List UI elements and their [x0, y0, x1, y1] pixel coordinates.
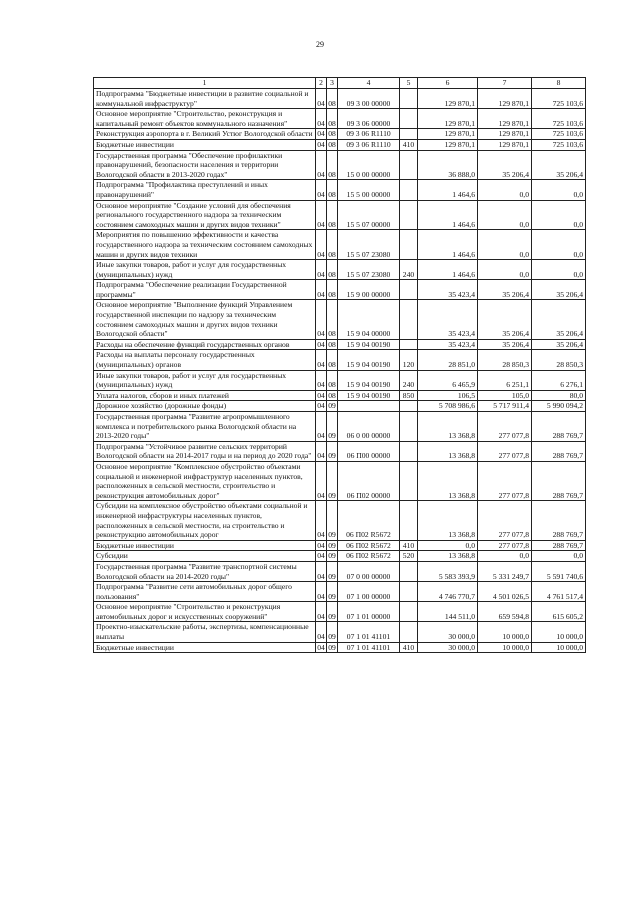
target-article-cell: 07 1 01 41101: [338, 642, 400, 653]
section-code-cell: 04: [316, 150, 327, 180]
subsection-code-cell: 09: [327, 441, 338, 461]
target-article-cell: 06 0 00 00000: [338, 412, 400, 442]
amount-col8-cell: 288 769,7: [532, 540, 586, 551]
row-name-cell: Подпрограмма "Бюджетные инвестиции в развитие социальной и коммунальной инфраструктур": [94, 89, 316, 109]
row-name-cell: Основное мероприятие "Выполнение функций Управлением государственной инспекции по надзору за техническим состоянием самоходных машин и других видов техники Вологодской области": [94, 300, 316, 339]
table-row: [94, 180, 586, 200]
budget-table: [93, 77, 586, 653]
amount-col7-cell: 277 077,8: [478, 441, 532, 461]
subsection-code-cell: 09: [328, 540, 336, 550]
amount-col8-cell: 0,0: [532, 180, 586, 200]
section-code-cell: 04: [317, 540, 325, 550]
row-name-cell: Государственная программа "Развитие транспортной системы Вологодской области на 2014-2020 годы": [94, 561, 316, 581]
amount-col6-cell: 106,5: [418, 390, 478, 401]
target-article-cell: 06 П00 00000: [338, 441, 400, 461]
amount-col7-cell: 6 251,1: [478, 370, 532, 390]
amount-col8-cell: 725 103,6: [532, 129, 586, 140]
expense-type-cell: 410: [400, 540, 418, 551]
amount-col6-cell: 4 746 770,7: [418, 582, 478, 602]
expense-type-cell: [400, 230, 418, 260]
amount-col6-cell: 30 000,0: [418, 642, 478, 653]
amount-col7-cell: 277 077,8: [478, 412, 532, 442]
amount-col8-cell: 288 769,7: [532, 412, 586, 442]
expense-type-cell: [400, 441, 418, 461]
row-name-cell: Дорожное хозяйство (дорожные фонды): [94, 401, 316, 412]
subsection-code-cell: 08: [327, 350, 338, 370]
table-row: [94, 412, 586, 442]
amount-col6-cell: 129 870,1: [418, 89, 478, 109]
row-name-cell: Субсидии на комплексное обустройство объектами социальной и инженерной инфраструктуры населенных пунктов, расположенных в сельской местности, на строительство и реконструкцию автомобильных дорог: [94, 501, 316, 540]
header-cell: 6: [418, 78, 478, 89]
section-code-cell: 04: [317, 390, 325, 400]
expense-type-cell: 240: [400, 370, 418, 390]
amount-col8-cell: 0,0: [532, 260, 586, 280]
target-article-cell: 06 П02 R5672: [338, 540, 400, 551]
amount-col8-cell: 615 605,2: [532, 602, 586, 622]
expense-type-cell: 410: [400, 642, 418, 653]
amount-col6-cell: 1 464,6: [418, 200, 478, 230]
row-name-cell: Основное мероприятие "Комплексное обустройство объектами социальной и инженерной инфраструктур населенных пунктов, расположенных в сельской местности, строительство и реконструкция автомобильных дорог": [94, 461, 316, 500]
expense-type-cell: [400, 501, 418, 540]
amount-col6-cell: 129 870,1: [418, 109, 478, 129]
section-code-cell: 04: [317, 339, 325, 349]
subsection-code-cell: 09: [327, 582, 338, 602]
amount-col8-cell: 35 206,4: [532, 339, 586, 350]
table-row: [94, 461, 586, 500]
table-row: [94, 561, 586, 581]
header-cell: 3: [327, 78, 338, 89]
amount-col6-cell: 35 423,4: [418, 339, 478, 350]
section-code-cell: 04: [316, 280, 327, 300]
amount-col6-cell: 13 368,8: [418, 441, 478, 461]
row-name-cell: Бюджетные инвестиции: [94, 139, 316, 150]
expense-type-cell: [400, 461, 418, 500]
target-article-cell: [338, 401, 400, 412]
amount-col8-cell: 725 103,6: [532, 109, 586, 129]
header-cell: 7: [478, 78, 532, 89]
section-code-cell: 04: [317, 401, 325, 411]
subsection-code-cell: 08: [327, 89, 338, 109]
target-article-cell: 07 1 01 41101: [338, 622, 400, 642]
section-code-cell: 04: [316, 300, 327, 339]
target-article-cell: 09 3 00 00000: [338, 89, 400, 109]
amount-col6-cell: 1 464,6: [418, 180, 478, 200]
expense-type-cell: [400, 280, 418, 300]
section-code-cell: 04: [317, 139, 325, 149]
table-row: [94, 230, 586, 260]
amount-col7-cell: 277 077,8: [478, 461, 532, 500]
target-article-cell: 07 1 01 00000: [338, 602, 400, 622]
amount-col7-cell: 129 870,1: [478, 89, 532, 109]
amount-col7-cell: 10 000,0: [478, 642, 532, 653]
subsection-code-cell: 08: [327, 280, 338, 300]
section-code-cell: 04: [316, 89, 327, 109]
row-name-cell: Подпрограмма "Развитие сети автомобильных дорог общего пользования": [94, 582, 316, 602]
amount-col6-cell: 30 000,0: [418, 622, 478, 642]
expense-type-cell: 520: [400, 551, 418, 562]
row-name-cell: Основное мероприятие "Создание условий для обеспечения регионального государственного надзора за техническим состоянием самоходных машин и других видов техники": [94, 200, 316, 230]
table-row: [94, 390, 586, 401]
header-cell: 5: [400, 78, 418, 89]
row-name-cell: Бюджетные инвестиции: [94, 642, 316, 653]
amount-col6-cell: 144 511,0: [418, 602, 478, 622]
section-code-cell: 04: [316, 412, 327, 442]
section-code-cell: 04: [316, 501, 327, 540]
section-code-cell: 04: [317, 129, 325, 139]
expense-type-cell: [400, 412, 418, 442]
subsection-code-cell: 08: [327, 300, 338, 339]
expense-type-cell: 850: [400, 390, 418, 401]
section-code-cell: 04: [316, 180, 327, 200]
amount-col7-cell: 129 870,1: [478, 129, 532, 140]
target-article-cell: 06 П02 R5672: [338, 501, 400, 540]
amount-col6-cell: 1 464,6: [418, 260, 478, 280]
subsection-code-cell: 09: [327, 622, 338, 642]
table-row: [94, 622, 586, 642]
row-name-cell: Проектно-изыскательские работы, экспертизы, компенсационные выплаты: [94, 622, 316, 642]
amount-col7-cell: 0,0: [478, 200, 532, 230]
table-row: [94, 339, 586, 350]
subsection-code-cell: 09: [327, 561, 338, 581]
expense-type-cell: [400, 109, 418, 129]
expense-type-cell: [400, 300, 418, 339]
amount-col8-cell: 5 591 740,6: [532, 561, 586, 581]
table-row: [94, 129, 586, 140]
subsection-code-cell: 08: [327, 200, 338, 230]
table-body: [94, 78, 586, 653]
amount-col7-cell: 28 850,3: [478, 350, 532, 370]
amount-col8-cell: 35 206,4: [532, 280, 586, 300]
header-cell: 2: [316, 78, 327, 89]
table-row: [94, 139, 586, 150]
amount-col7-cell: 277 077,8: [478, 501, 532, 540]
page-number: 29: [316, 40, 324, 49]
row-name-cell: Основное мероприятие "Строительство и реконструкция автомобильных дорог и искусственных сооружений": [94, 602, 316, 622]
section-code-cell: 04: [316, 200, 327, 230]
row-name-cell: Основное мероприятие "Строительство, реконструкция и капитальный ремонт объектов коммунального назначения": [94, 109, 316, 129]
target-article-cell: 15 5 07 23080: [338, 230, 400, 260]
table-row: [94, 300, 586, 339]
target-article-cell: 15 9 00 00000: [338, 280, 400, 300]
section-code-cell: 04: [317, 642, 325, 652]
row-name-cell: Реконструкция аэропорта в г. Великий Устюг Вологодской области: [94, 129, 316, 140]
subsection-code-cell: 08: [327, 109, 338, 129]
amount-col7-cell: 5 331 249,7: [478, 561, 532, 581]
subsection-code-cell: 08: [327, 230, 338, 260]
table-row: [94, 441, 586, 461]
amount-col8-cell: 288 769,7: [532, 441, 586, 461]
table-row: [94, 642, 586, 653]
subsection-code-cell: 08: [328, 339, 336, 349]
table-row: [94, 501, 586, 540]
amount-col6-cell: 129 870,1: [418, 139, 478, 150]
amount-col8-cell: 80,0: [532, 390, 586, 401]
subsection-code-cell: 09: [328, 551, 336, 561]
section-code-cell: 04: [316, 230, 327, 260]
table-row: [94, 280, 586, 300]
amount-col8-cell: 35 206,4: [532, 300, 586, 339]
table-row: [94, 109, 586, 129]
amount-col7-cell: 4 501 026,5: [478, 582, 532, 602]
amount-col7-cell: 0,0: [478, 260, 532, 280]
section-code-cell: 04: [316, 602, 327, 622]
expense-type-cell: [400, 622, 418, 642]
expense-type-cell: [400, 180, 418, 200]
target-article-cell: 09 3 06 R1110: [338, 129, 400, 140]
target-article-cell: 15 9 04 00190: [338, 350, 400, 370]
expense-type-cell: 120: [400, 350, 418, 370]
amount-col7-cell: 35 206,4: [478, 280, 532, 300]
section-code-cell: 04: [316, 622, 327, 642]
row-name-cell: Уплата налогов, сборов и иных платежей: [94, 390, 316, 401]
amount-col7-cell: 0,0: [478, 230, 532, 260]
amount-col6-cell: 35 423,4: [418, 280, 478, 300]
expense-type-cell: [400, 150, 418, 180]
target-article-cell: 09 3 06 00000: [338, 109, 400, 129]
expense-type-cell: [400, 582, 418, 602]
table-row: [94, 350, 586, 370]
target-article-cell: 15 9 04 00190: [338, 370, 400, 390]
amount-col6-cell: 5 583 393,9: [418, 561, 478, 581]
section-code-cell: 04: [316, 109, 327, 129]
amount-col6-cell: 35 423,4: [418, 300, 478, 339]
amount-col8-cell: 10 000,0: [532, 642, 586, 653]
amount-col8-cell: 28 850,3: [532, 350, 586, 370]
row-name-cell: Подпрограмма "Профилактика преступлений и иных правонарушений": [94, 180, 316, 200]
amount-col8-cell: 288 769,7: [532, 461, 586, 500]
amount-col8-cell: 288 769,7: [532, 501, 586, 540]
amount-col8-cell: 0,0: [532, 230, 586, 260]
amount-col8-cell: 5 990 094,2: [532, 401, 586, 412]
target-article-cell: 07 0 00 00000: [338, 561, 400, 581]
row-name-cell: Мероприятия по повышению эффективности и качества государственного надзора за техническим состоянием самоходных машин и других видов техники: [94, 230, 316, 260]
section-code-cell: 04: [317, 551, 325, 561]
subsection-code-cell: 08: [327, 260, 338, 280]
header-cell: 4: [338, 78, 400, 89]
amount-col6-cell: 36 888,0: [418, 150, 478, 180]
target-article-cell: 15 5 07 00000: [338, 200, 400, 230]
expense-type-cell: [400, 129, 418, 140]
table-row: [94, 582, 586, 602]
header-cell: 1: [94, 78, 316, 89]
table-row: [94, 602, 586, 622]
row-name-cell: Расходы на выплаты персоналу государственных (муниципальных) органов: [94, 350, 316, 370]
amount-col7-cell: 0,0: [478, 551, 532, 562]
row-name-cell: Подпрограмма "Устойчивое развитие сельских территорий Вологодской области на 2014-2017 годы и на период до 2020 года": [94, 441, 316, 461]
amount-col7-cell: 0,0: [478, 180, 532, 200]
target-article-cell: 09 3 06 R1110: [338, 139, 400, 150]
row-name-cell: Подпрограмма "Обеспечение реализации Государственной программы": [94, 280, 316, 300]
subsection-code-cell: 09: [328, 401, 336, 411]
header-row: [94, 78, 586, 89]
target-article-cell: 15 0 00 00000: [338, 150, 400, 180]
target-article-cell: 15 5 07 23080: [338, 260, 400, 280]
subsection-code-cell: 09: [328, 642, 336, 652]
section-code-cell: 04: [316, 260, 327, 280]
amount-col7-cell: 659 594,8: [478, 602, 532, 622]
amount-col8-cell: 35 206,4: [532, 150, 586, 180]
amount-col8-cell: 6 276,1: [532, 370, 586, 390]
amount-col6-cell: 129 870,1: [418, 129, 478, 140]
amount-col6-cell: 28 851,0: [418, 350, 478, 370]
row-name-cell: Иные закупки товаров, работ и услуг для государственных (муниципальных) нужд: [94, 370, 316, 390]
table-row: [94, 401, 586, 412]
amount-col8-cell: 0,0: [532, 200, 586, 230]
expense-type-cell: [400, 561, 418, 581]
table-row: [94, 551, 586, 562]
row-name-cell: Бюджетные инвестиции: [94, 540, 316, 551]
amount-col7-cell: 105,0: [478, 390, 532, 401]
amount-col6-cell: 6 465,9: [418, 370, 478, 390]
subsection-code-cell: 08: [327, 180, 338, 200]
target-article-cell: 15 9 04 00000: [338, 300, 400, 339]
expense-type-cell: 410: [400, 139, 418, 150]
subsection-code-cell: 08: [328, 390, 336, 400]
amount-col7-cell: 35 206,4: [478, 150, 532, 180]
amount-col8-cell: 10 000,0: [532, 622, 586, 642]
amount-col7-cell: 129 870,1: [478, 139, 532, 150]
amount-col8-cell: 725 103,6: [532, 89, 586, 109]
target-article-cell: 06 П02 R5672: [338, 551, 400, 562]
amount-col8-cell: 725 103,6: [532, 139, 586, 150]
row-name-cell: Иные закупки товаров, работ и услуг для государственных (муниципальных) нужд: [94, 260, 316, 280]
amount-col7-cell: 10 000,0: [478, 622, 532, 642]
section-code-cell: 04: [316, 561, 327, 581]
expense-type-cell: [400, 602, 418, 622]
target-article-cell: 07 1 00 00000: [338, 582, 400, 602]
amount-col7-cell: 35 206,4: [478, 300, 532, 339]
subsection-code-cell: 09: [327, 602, 338, 622]
subsection-code-cell: 08: [327, 150, 338, 180]
subsection-code-cell: 08: [327, 370, 338, 390]
target-article-cell: 15 9 04 00190: [338, 339, 400, 350]
subsection-code-cell: 09: [327, 501, 338, 540]
amount-col7-cell: 5 717 911,4: [478, 401, 532, 412]
section-code-cell: 04: [316, 441, 327, 461]
amount-col6-cell: 13 368,8: [418, 551, 478, 562]
amount-col6-cell: 13 368,8: [418, 412, 478, 442]
amount-col7-cell: 277 077,8: [478, 540, 532, 551]
target-article-cell: 06 П02 00000: [338, 461, 400, 500]
row-name-cell: Субсидии: [94, 551, 316, 562]
header-cell: 8: [532, 78, 586, 89]
amount-col6-cell: 5 708 986,6: [418, 401, 478, 412]
section-code-cell: 04: [316, 370, 327, 390]
target-article-cell: 15 9 04 00190: [338, 390, 400, 401]
table-row: [94, 200, 586, 230]
section-code-cell: 04: [316, 582, 327, 602]
amount-col6-cell: 13 368,8: [418, 501, 478, 540]
section-code-cell: 04: [316, 461, 327, 500]
expense-type-cell: 240: [400, 260, 418, 280]
amount-col6-cell: 13 368,8: [418, 461, 478, 500]
row-name-cell: Государственная программа "Обеспечение профилактики правонарушений, безопасности населения и территории Вологодской области в 2013-2020 годах": [94, 150, 316, 180]
row-name-cell: Расходы на обеспечение функций государственных органов: [94, 339, 316, 350]
amount-col6-cell: 0,0: [418, 540, 478, 551]
amount-col8-cell: 0,0: [532, 551, 586, 562]
table-row: [94, 260, 586, 280]
target-article-cell: 15 5 00 00000: [338, 180, 400, 200]
subsection-code-cell: 09: [327, 412, 338, 442]
table-row: [94, 540, 586, 551]
amount-col8-cell: 4 761 517,4: [532, 582, 586, 602]
subsection-code-cell: 08: [328, 139, 336, 149]
amount-col7-cell: 129 870,1: [478, 109, 532, 129]
table-row: [94, 370, 586, 390]
table-row: [94, 150, 586, 180]
table-row: [94, 89, 586, 109]
amount-col6-cell: 1 464,6: [418, 230, 478, 260]
expense-type-cell: [400, 339, 418, 350]
expense-type-cell: [400, 89, 418, 109]
row-name-cell: Государственная программа "Развитие агропромышленного комплекса и потребительского рынка Вологодской области на 2013-2020 годы": [94, 412, 316, 442]
expense-type-cell: [400, 200, 418, 230]
subsection-code-cell: 08: [328, 129, 336, 139]
subsection-code-cell: 09: [327, 461, 338, 500]
section-code-cell: 04: [316, 350, 327, 370]
expense-type-cell: [400, 401, 418, 412]
amount-col7-cell: 35 206,4: [478, 339, 532, 350]
